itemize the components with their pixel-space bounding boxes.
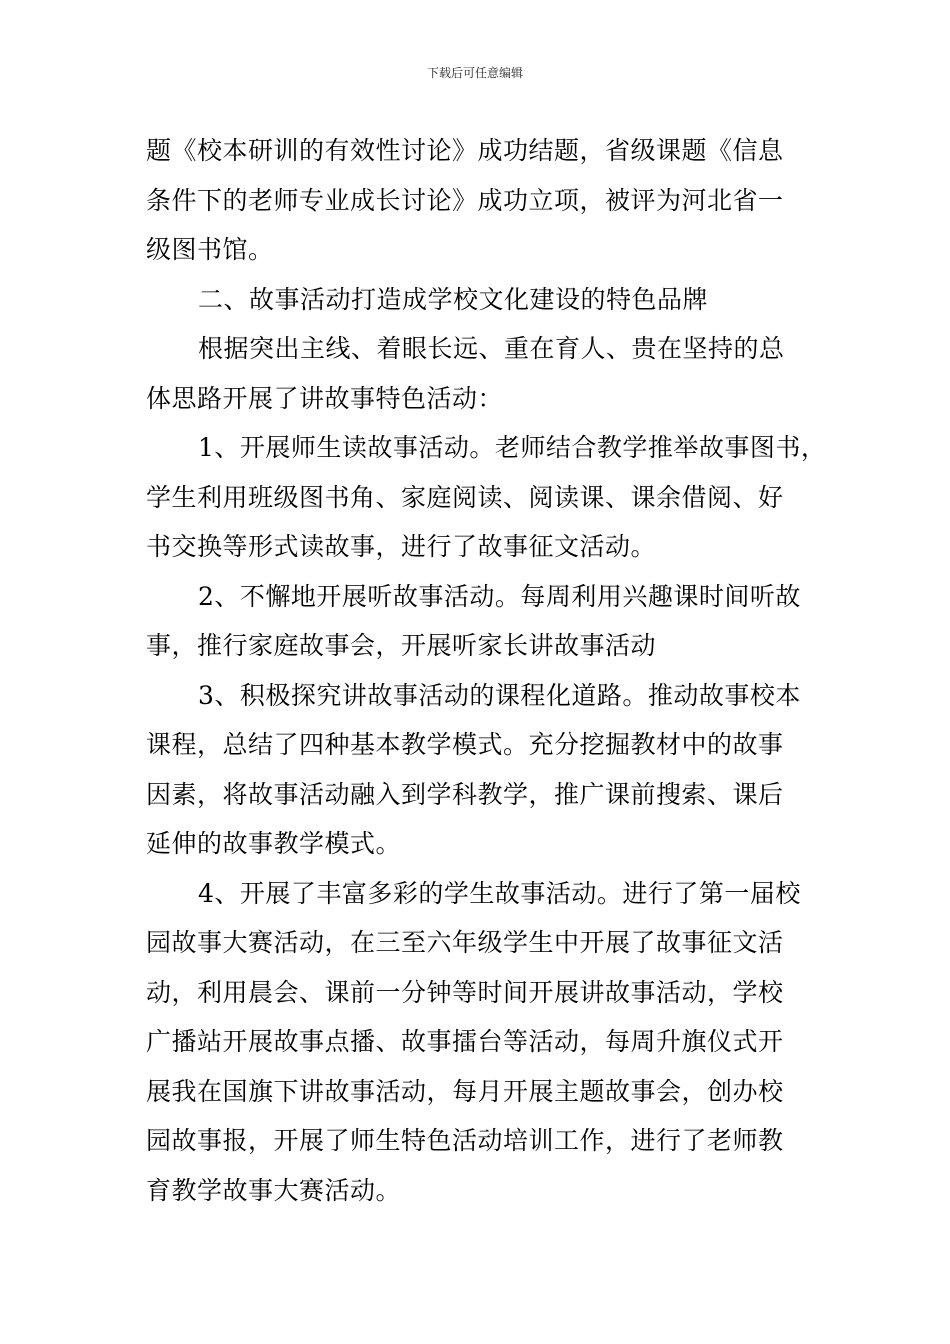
text-line: 园故事报，开展了师生特色活动培训工作，进行了老师教 <box>146 1126 784 1155</box>
text-line: 学生利用班级图书角、家庭阅读、阅读课、课余借阅、好 <box>146 482 784 512</box>
text-line: 4、开展了丰富多彩的学生故事活动。进行了第一届校 <box>198 878 801 908</box>
text-line: 书交换等形式读故事，进行了故事征文活动。 <box>146 532 657 561</box>
text-line: 题《校本研训的有效性讨论》成功结题，省级课题《信息 <box>146 136 784 165</box>
section-heading: 二、故事活动打造成学校文化建设的特色品牌 <box>198 284 709 314</box>
text-line: 延伸的故事教学模式。 <box>146 829 402 858</box>
text-line: 根据突出主线、着眼长远、重在育人、贵在坚持的总 <box>198 334 785 363</box>
text-line: 动，利用晨会、课前一分钟等时间开展讲故事活动，学校 <box>146 977 784 1007</box>
text-line: 广播站开展故事点播、故事擂台等活动，每周升旗仪式开 <box>146 1027 784 1056</box>
text-line: 园故事大赛活动，在三至六年级学生中开展了故事征文活 <box>146 928 784 957</box>
text-line: 2、不懈地开展听故事活动。每周利用兴趣课时间听故 <box>198 581 801 611</box>
text-line: 体思路开展了讲故事特色活动： <box>146 383 504 413</box>
text-line: 育教学故事大赛活动。 <box>146 1175 402 1205</box>
text-line: 1、开展师生读故事活动。老师结合教学推举故事图书， <box>198 433 827 462</box>
text-line: 3、积极探究讲故事活动的课程化道路。推动故事校本 <box>198 680 801 710</box>
text-line: 条件下的老师专业成长讨论》成功立项，被评为河北省一 <box>146 185 784 215</box>
text-line: 级图书馆。 <box>146 235 274 264</box>
page-header: 下载后可任意编辑 <box>426 66 523 80</box>
document-body <box>146 126 827 1215</box>
text-line: 展我在国旗下讲故事活动，每月开展主题故事会，创办校 <box>146 1076 784 1106</box>
text-line: 课程，总结了四种基本教学模式。充分挖掘教材中的故事 <box>146 730 784 759</box>
text-line: 事，推行家庭故事会，开展听家长讲故事活动 <box>146 631 657 660</box>
text-line: 因素，将故事活动融入到学科教学，推广课前搜索、课后 <box>146 779 784 809</box>
